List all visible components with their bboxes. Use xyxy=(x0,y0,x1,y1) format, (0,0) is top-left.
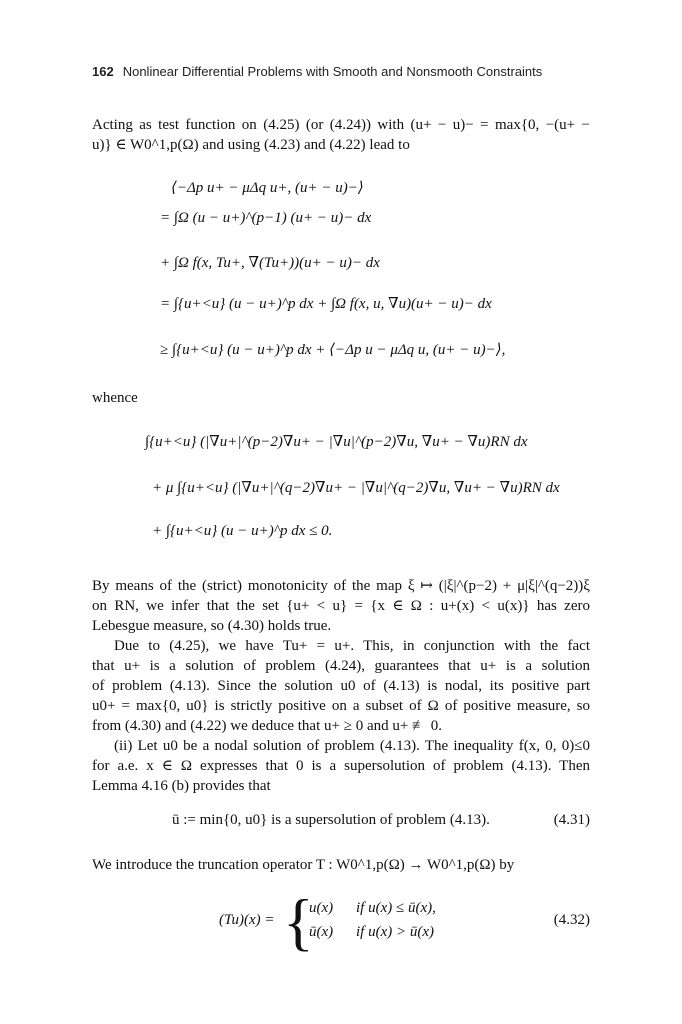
paragraph-3-line-2: that u+ is a solution of problem (4.24), guarantees that u+ is a solution xyxy=(92,658,590,674)
eq-4-32-case-2-condition: if u(x) > ū(x) xyxy=(356,924,435,940)
paragraph-2-line-1: By means of the (strict) monotonicity of the map ξ ↦ (|ξ|^(p−2) + μ|ξ|^(q−2))ξ xyxy=(92,578,590,594)
eq1-row-2: + ∫Ω f(x, Tu+, ∇(Tu+))(u+ − u)− dx xyxy=(160,255,380,271)
eq-4-32-case-1-condition: if u(x) ≤ ū(x), xyxy=(356,900,436,916)
paragraph-3-line-1: Due to (4.25), we have Tu+ = u+. This, in conjunction with the fact xyxy=(114,638,590,654)
eq-4-32-lhs: (Tu)(x) = xyxy=(219,912,275,928)
running-header xyxy=(92,64,542,79)
paragraph-1-line-1: Acting as test function on (4.25) (or (4.24)) with (u+ − u)− = max{0, −(u+ − xyxy=(92,117,590,133)
eq2-row-2: + μ ∫{u+<u} (|∇u+|^(q−2)∇u+ − |∇u|^(q−2)∇u, ∇u+ − ∇u)RN dx xyxy=(152,480,560,496)
page-number: 162 xyxy=(92,64,114,79)
eq-4-32-number: (4.32) xyxy=(553,912,590,928)
eq2-row-3: + ∫{u+<u} (u − u+)^p dx ≤ 0. xyxy=(152,523,333,539)
cases-brace: { xyxy=(283,886,314,957)
eq2-row-1: ∫{u+<u} (|∇u+|^(p−2)∇u+ − |∇u|^(p−2)∇u, ∇u+ − ∇u)RN dx xyxy=(145,434,528,450)
paragraph-5: We introduce the truncation operator T : W0^1,p(Ω) → W0^1,p(Ω) by xyxy=(92,857,515,873)
eq-4-32-case-2-value: ū(x) xyxy=(309,924,334,940)
paragraph-4-line-1: (ii) Let u0 be a nodal solution of problem (4.13). The inequality f(x, 0, 0)≤0 xyxy=(114,738,590,754)
paragraph-3-line-3: of problem (4.13). Since the solution u0 of (4.13) is nodal, its positive part xyxy=(92,678,590,694)
paragraph-2-line-3: Lebesgue measure, so (4.30) holds true. xyxy=(92,618,332,634)
paragraph-3-line-4: u0+ = max{0, u0} is strictly positive on a subset of Ω of positive measure, so xyxy=(92,698,590,714)
whence-text: whence xyxy=(92,390,138,406)
running-title: Nonlinear Differential Problems with Smooth and Nonsmooth Constraints xyxy=(122,64,543,79)
paragraph-3-line-5: from (4.30) and (4.22) we deduce that u+ ≥ 0 and u+ ≢ 0. xyxy=(92,718,443,734)
paragraph-2-line-2: on RN, we infer that the set {u+ < u} = {x ∈ Ω : u+(x) < u(x)} has zero xyxy=(92,598,590,614)
eq-4-32-case-1-value: u(x) xyxy=(309,900,334,916)
eq1-row-4: ≥ ∫{u+<u} (u − u+)^p dx + ⟨−Δp u − μΔq u, (u+ − u)−⟩, xyxy=(160,342,506,358)
eq-4-31: ū := min{0, u0} is a supersolution of problem (4.13). xyxy=(172,812,490,828)
paragraph-4-line-2: for a.e. x ∈ Ω expresses that 0 is a supersolution of problem (4.13). Then xyxy=(92,758,590,774)
eq1-row-0: ⟨−Δp u+ − μΔq u+, (u+ − u)−⟩ xyxy=(171,180,364,196)
eq1-row-3: = ∫{u+<u} (u − u+)^p dx + ∫Ω f(x, u, ∇u)(u+ − u)− dx xyxy=(160,296,492,312)
paragraph-4-line-3: Lemma 4.16 (b) provides that xyxy=(92,778,271,794)
paragraph-1-line-2: u)} ∈ W0^1,p(Ω) and using (4.23) and (4.22) lead to xyxy=(92,137,410,153)
eq1-row-1: = ∫Ω (u − u+)^(p−1) (u+ − u)− dx xyxy=(160,210,372,226)
eq-4-31-number: (4.31) xyxy=(553,812,590,828)
